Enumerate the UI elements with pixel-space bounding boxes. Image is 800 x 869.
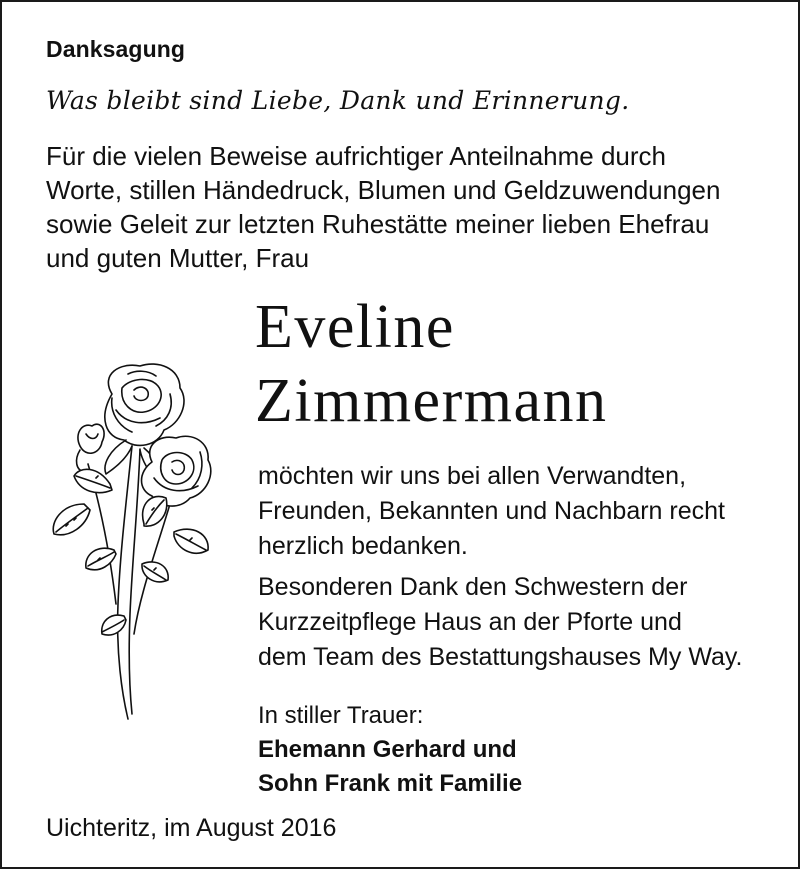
mourner-line: Sohn Frank mit Familie — [258, 770, 523, 797]
rose-illustration-icon — [40, 354, 230, 724]
notice-heading: Danksagung — [46, 36, 186, 62]
intro-line: Worte, stillen Händedruck, Blumen und Geldzuwendungen — [46, 175, 721, 205]
mourners-block — [258, 699, 522, 801]
thanks-text — [258, 459, 725, 564]
mourning-label: In stiller Trauer: — [258, 702, 424, 729]
thanks-line: möchten wir uns bei allen Verwandten, — [258, 462, 687, 490]
special-thanks-text — [258, 570, 743, 675]
intro-line: sowie Geleit zur letzten Ruhestätte meiner lieben Ehefrau — [46, 209, 710, 239]
deceased-name — [255, 290, 607, 438]
place-date: Uichteritz, im August 2016 — [46, 814, 337, 842]
special-thanks-line: dem Team des Bestattungshauses My Way. — [258, 643, 743, 671]
mourner-line: Ehemann Gerhard und — [258, 736, 517, 763]
notice-motto: Was bleibt sind Liebe, Dank und Erinnerung. — [46, 86, 630, 115]
special-thanks-line: Besonderen Dank den Schwestern der — [258, 573, 688, 601]
intro-line: und guten Mutter, Frau — [46, 243, 310, 273]
deceased-last-name: Zimmermann — [255, 367, 608, 435]
intro-line: Für die vielen Beweise aufrichtiger Anteilnahme durch — [46, 141, 667, 171]
intro-text — [46, 139, 766, 275]
thanks-line: Freunden, Bekannten und Nachbarn recht — [258, 497, 725, 525]
special-thanks-line: Kurzzeitpflege Haus an der Pforte und — [258, 608, 682, 636]
thanks-line: herzlich bedanken. — [258, 532, 468, 560]
deceased-first-name: Eveline — [255, 293, 455, 361]
